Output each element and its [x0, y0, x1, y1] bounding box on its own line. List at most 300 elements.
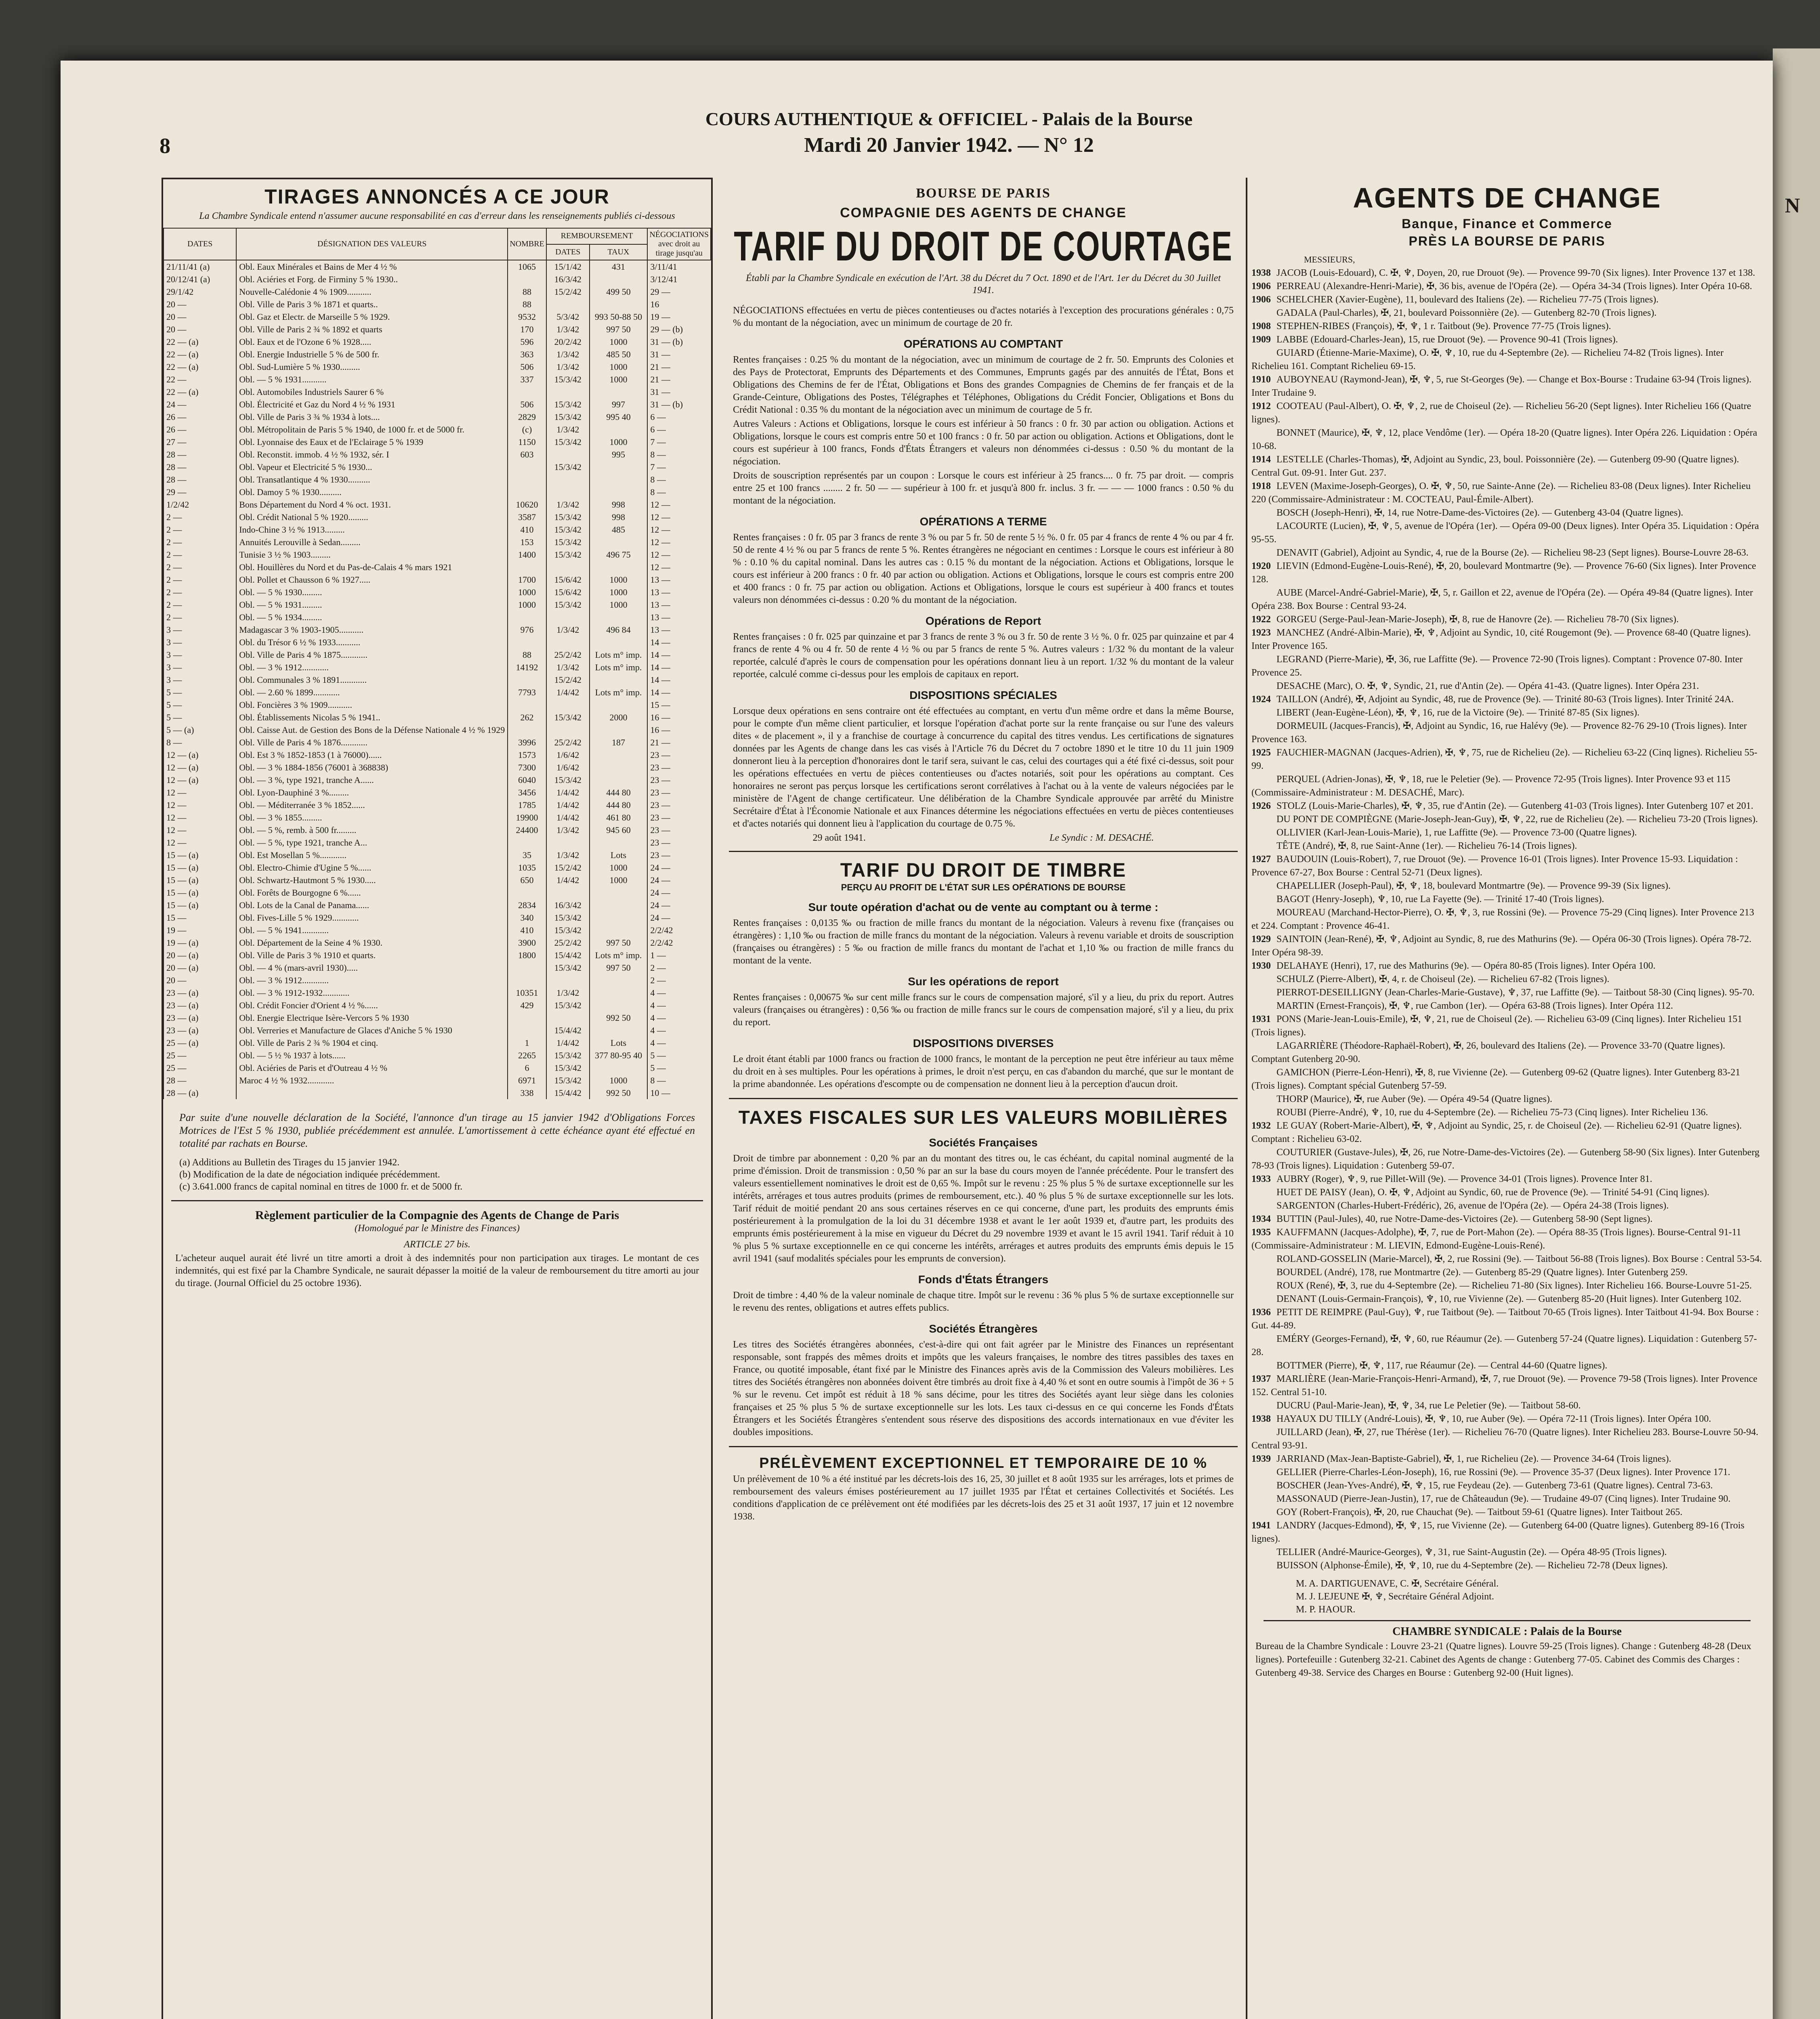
table-cell [590, 724, 648, 736]
agent-entry [1251, 1373, 1763, 1399]
section-comptant: OPÉRATIONS AU COMPTANT [903, 338, 1063, 350]
table-cell: 1/3/42 [546, 423, 590, 436]
agent-year: 1906 [1251, 294, 1271, 305]
table-cell: Madagascar 3 % 1903-1905........... [236, 623, 508, 636]
agent-entry [1251, 840, 1763, 853]
table-cell: Obl. Ville de Paris 2 ¾ % 1892 et quarts [236, 323, 508, 336]
signature-date: 29 août 1941. [812, 833, 866, 843]
agent-details: LIEVIN (Edmond-Eugène-Louis-René), ✠, 20, boulevard Montmartre (9e). — Provence 76-60 (Six lignes). Inter Provence 128. [1251, 561, 1756, 585]
agent-details: GUIARD (Étienne-Marie-Maxime), O. ✠, ♆, 10, rue du 4-Septembre (2e). — Richelieu 74-82 (Trois lignes). Inter Richelieu 161. Comptant Richelieu 69-15. [1251, 348, 1724, 371]
agent-details: LE GUAY (Robert-Marie-Albert), ✠, ♆, Adjoint au Syndic, 25, r. de Choiseul (2e). — Richelieu 62-91 (Quatre lignes). Comptant : Richelieu 63-02. [1251, 1121, 1742, 1144]
table-cell: 21 — [647, 361, 711, 373]
taxes-text-1: Droit de timbre par abonnement : 0,20 % par an du montant des titres ou, le cas échéant, du capital nominal augmenté de la prime d'émission. Droit de transmission : 0,50 % par an sur la base du cours moyen de l'année précédente. Pour le transfert des valeurs essentiellement nominatives le droit est de 0,65 %. Impôt sur le revenu : 25 % plus 5 % de surtaxe exceptionnelle sur les intérêts, arrérages et tous autres produits (primes de remboursement, etc.). 40 % plus 5 % de surtaxe exceptionnelle sur les lots. Tarif réduit de moitié pendant 20 ans sous certaines réserves en ce qui concerne, d'une part, les produits des emprunts émis postérieurement à la promulgation de la loi du 31 décembre 1938 et avant le 1er août 1939 et, d'autre part, les produits des emprunts émis postérieurement à la mise en vigueur du Décret du 29 novembre 1939 et avant le 15 avril 1941. Tarif réduit à 10 % plus 5 % surtaxe exceptionnelle en ce qui concerne les intérêts, arrérages et autres produits des emprunts émis depuis le 15 avril 1941 (sauf modalités spéciales pour les emprunts de conversion). [733, 1153, 1234, 1264]
table-cell: 21 — [647, 373, 711, 386]
table-cell: 12 — [647, 536, 711, 548]
table-cell: Obl. Energie Electrique Isère-Vercors 5 % 1930 [236, 1012, 508, 1024]
reglement-article: ARTICLE 27 bis. [404, 1239, 470, 1250]
table-cell: 23 — [647, 786, 711, 799]
table-cell [508, 273, 546, 285]
table-cell: 998 [590, 498, 648, 511]
reglement-title: Règlement particulier de la Compagnie des Agents de Change de Paris [255, 1209, 619, 1222]
agent-entry [1251, 1119, 1763, 1146]
table-cell: 12 — (a) [164, 761, 236, 774]
table-row [164, 649, 711, 661]
table-cell: 3 — [164, 661, 236, 674]
agent-entry [1251, 1253, 1763, 1266]
agent-details: PETIT DE REIMPRE (Paul-Guy), ♆, rue Taitbout (9e). — Taitbout 70-65 (Trois lignes). Inter Taitbout 41-94. Box Bourse : Gut. 44-89. [1251, 1307, 1759, 1331]
table-cell: 2 — [164, 598, 236, 611]
table-cell: 12 — [164, 811, 236, 824]
agent-entry [1251, 1506, 1763, 1519]
prelevement-title: PRÉLÈVEMENT EXCEPTIONNEL ET TEMPORAIRE DE 10 % [759, 1454, 1207, 1471]
table-cell: 170 [508, 323, 546, 336]
table-cell: 997 50 [590, 961, 648, 974]
table-cell: 992 50 [590, 1012, 648, 1024]
agent-details: ROUBI (Pierre-André), ♆, 10, rue du 4-Septembre (2e). — Richelieu 75-73 (Cinq lignes). Inter Richelieu 136. [1276, 1107, 1708, 1118]
table-cell: 1000 [508, 598, 546, 611]
agent-entry [1251, 560, 1763, 586]
table-cell: 4 — [647, 1012, 711, 1024]
table-cell: 15/3/42 [546, 1062, 590, 1074]
table-cell [590, 999, 648, 1012]
table-cell: Obl. Est Mosellan 5 %............ [236, 849, 508, 861]
table-cell: 12 — [164, 824, 236, 836]
table-row [164, 886, 711, 899]
agent-entry [1251, 653, 1763, 680]
table-cell: 23 — [647, 811, 711, 824]
table-cell: 1 — [647, 949, 711, 961]
table-cell: Obl. Sud-Lumière 5 % 1930......... [236, 361, 508, 373]
table-cell [590, 611, 648, 623]
section-dispositions: DISPOSITIONS SPÉCIALES [909, 689, 1057, 701]
table-row [164, 761, 711, 774]
table-cell: 1573 [508, 749, 546, 761]
agents-list [1247, 267, 1767, 1572]
table-cell: 31 — [647, 386, 711, 398]
agent-details: GAMICHON (Pierre-Léon-Henri), ✠, 8, rue Vivienne (2e). — Gutenberg 09-62 (Quatre lignes). Inter Gutenberg 83-21 (Trois lignes). Comptant spécial Gutenberg 57-59. [1251, 1067, 1740, 1091]
reglement-subtitle: (Homologué par le Ministre des Finances) [354, 1223, 520, 1234]
table-cell [590, 561, 648, 573]
table-cell: 5 — [647, 1049, 711, 1062]
agent-entry [1251, 720, 1763, 746]
secretary-line: M. A. DARTIGUENAVE, C. ✠, Secrétaire Général. [1296, 1578, 1499, 1589]
table-row [164, 1087, 711, 1099]
table-row [164, 949, 711, 961]
agents-messieurs: MESSIEURS, [1304, 254, 1355, 264]
table-cell [590, 1024, 648, 1037]
table-cell: 7 — [647, 461, 711, 473]
table-cell: 15/3/42 [546, 536, 590, 548]
table-cell: 485 50 [590, 348, 648, 361]
table-cell: 993 50-88 50 [590, 311, 648, 323]
page-header-title: COURS AUTHENTIQUE & OFFICIEL - Palais de la Bourse [705, 109, 1193, 129]
table-cell: 12 — (a) [164, 774, 236, 786]
agent-entry [1251, 586, 1763, 613]
table-cell: 15 — (a) [164, 861, 236, 874]
agent-year: 1912 [1251, 401, 1271, 411]
agent-details: AUBE (Marcel-André-Gabriel-Marie), ✠, 5, r. Gaillon et 22, avenue de l'Opéra (2e). — Opéra 49-84 (Quatre lignes). Inter Opéra 238. Box Bourse : Central 93-24. [1251, 588, 1753, 611]
table-cell: 24400 [508, 824, 546, 836]
agent-entry [1251, 746, 1763, 773]
agent-entry [1251, 1266, 1763, 1279]
table-cell: 25 — [164, 1062, 236, 1074]
agent-details: LABBE (Edouard-Charles-Jean), 15, rue Drouot (9e). — Provence 90-41 (Trois lignes). [1276, 334, 1618, 345]
table-cell: 12 — [647, 561, 711, 573]
table-cell: 23 — (a) [164, 1024, 236, 1037]
table-row [164, 1074, 711, 1087]
table-cell [508, 636, 546, 649]
table-cell: Obl. — 3 %, type 1921, tranche A...... [236, 774, 508, 786]
table-cell: 8 — [647, 473, 711, 486]
table-cell: 15/6/42 [546, 573, 590, 586]
table-cell: 14 — [647, 649, 711, 661]
agent-year: 1927 [1251, 854, 1271, 865]
agent-year: 1938 [1251, 268, 1271, 278]
table-row [164, 511, 711, 523]
table-cell: 444 80 [590, 786, 648, 799]
table-cell: 2834 [508, 899, 546, 911]
table-cell: 21 — [647, 736, 711, 749]
table-cell: Obl. — 5 % 1941............ [236, 924, 508, 936]
table-cell: 1/4/42 [546, 786, 590, 799]
agent-entry [1251, 1146, 1763, 1173]
table-cell [546, 724, 590, 736]
agent-year: 1931 [1251, 1014, 1271, 1024]
table-cell [546, 561, 590, 573]
table-cell: 26 — [164, 423, 236, 436]
terme-text: Rentes françaises : 0 fr. 05 par 3 francs de rente 3 % ou par 5 fr. 50 de rente 5 ½ %. 0 fr. 05 par 4 francs de rente 4 % ou par 4 fr. 50 de rente 4 ½ % ou par 5 francs de rente 5 %. Rentes étrangères ne négociant en centimes : Lorsque le cours est inférieur à 80 % : 0.10 % du capital nominal. Dans les autres cas : 0.15 % du montant de la négociation. Actions et Obligations, lorsque le cours est inférieur à 200 francs : 0 fr. 40 par action ou obligation. Actions et Obligations, lorsque le cours est compris entre 200 et 400 francs : 0 fr. 75 par action ou obligation. Actions et Obligations, lorsque le cours est supérieur à 400 francs et toutes valeurs non dénommées ci-dessus : 0.20 % du montant de la négociation. [733, 532, 1234, 605]
table-row [164, 799, 711, 811]
table-cell: Obl. Ville de Paris 3 % 1871 et quarts.. [236, 298, 508, 311]
table-cell: Obl. Crédit National 5 % 1920......... [236, 511, 508, 523]
table-row [164, 749, 711, 761]
table-cell: 15/3/42 [546, 1074, 590, 1087]
table-row [164, 336, 711, 348]
table-cell: 12 — [164, 836, 236, 849]
table-cell: 5 — [164, 699, 236, 711]
agent-entry [1251, 267, 1763, 280]
table-cell: 25 — [164, 1049, 236, 1062]
agent-year: 1906 [1251, 281, 1271, 292]
col-nombre: NOMBRE [508, 228, 546, 260]
agent-entry [1251, 1213, 1763, 1226]
agent-entry [1251, 1106, 1763, 1119]
table-cell: 410 [508, 924, 546, 936]
table-row [164, 1062, 711, 1074]
agent-details: MANCHEZ (André-Albin-Marie), ✠, ♆, Adjoint au Syndic, 10, cité Rougemont (9e). — Provence 68-40 (Quatre lignes). Inter Provence 165. [1251, 628, 1751, 651]
table-cell [546, 386, 590, 398]
agent-details: EMÉRY (Georges-Fernand), ✠, ♆, 60, rue Réaumur (2e). — Gutenberg 57-24 (Quatre lignes). Liquidation : Gutenberg 57-28. [1251, 1334, 1757, 1358]
table-cell: 4 — [647, 1037, 711, 1049]
table-cell: 496 75 [590, 548, 648, 561]
negociations-text: NÉGOCIATIONS effectuées en vertu de pièces contentieuses ou d'actes notariés à l'exception des procurations générales : 0,75 % du montant de la négociation, avec un minimum de courtage de 20 fr. [733, 305, 1234, 328]
agent-entry [1251, 906, 1763, 933]
agent-details: LIBERT (Jean-Eugène-Léon), ✠, ♆, 16, rue de la Victoire (9e). — Trinité 87-85 (Six lignes). [1276, 707, 1639, 718]
diverses-text: Le droit étant établi par 1000 francs ou fraction de 1000 francs, le montant de la perception ne peut être inférieur au taux même du droit en à ses multiples. Pour les opérations à primes, le droit n'est perçu, en cas d'abandon du marché, que sur le montant de la prime abandonnée. Les opérations d'escompte ou de compensation ne donnent lieu à la perception d'aucun droit. [733, 1054, 1234, 1089]
agent-entry [1251, 773, 1763, 800]
table-cell: 15/4/42 [546, 949, 590, 961]
agent-details: DENANT (Louis-Germain-François), ♆, 10, rue Vivienne (2e). — Gutenberg 85-20 (Huit lignes). Inter Gutenberg 102. [1276, 1294, 1742, 1304]
table-cell: Obl. — Méditerranée 3 % 1852...... [236, 799, 508, 811]
table-cell: 2 — [164, 611, 236, 623]
chambre-title: CHAMBRE SYNDICALE : Palais de la Bourse [1392, 1625, 1622, 1638]
chambre-text: Bureau de la Chambre Syndicale : Louvre 23-21 (Quatre lignes). Louvre 59-25 (Trois lignes). Change : Gutenberg 48-28 (Deux lignes). Portefeuille : Gutenberg 32-21. Cabinet des Agents de change : Gutenberg 77-05. Cabinet des Commis des Charges : Gutenberg 49-38. Service des Charges en Bourse : Gutenberg 92-00 (Huit lignes). [1255, 1641, 1751, 1678]
agent-details: DUCRU (Paul-Marie-Jean), ✠, ♆, 34, rue Le Peletier (9e). — Taitbout 58-60. [1276, 1400, 1581, 1411]
table-row [164, 899, 711, 911]
table-cell [590, 749, 648, 761]
table-cell: 19 — [164, 924, 236, 936]
table-row [164, 924, 711, 936]
agent-year: 1929 [1251, 934, 1271, 944]
table-cell: 7300 [508, 761, 546, 774]
table-cell: 2/2/42 [647, 936, 711, 949]
col-remboursement: REMBOURSEMENT [546, 228, 648, 244]
table-cell: 13 — [647, 586, 711, 598]
reglement-text: L'acheteur auquel aurait été livré un titre amorti a droit à des indemnités pour non participation aux tirages. Le montant de ces indemnités, qui est fixé par la Chambre Syndicale, ne saurait dépasser la moitié de la valeur de remboursement du titre amorti au jour du tirage. (Journal Officiel du 25 octobre 1936). [175, 1253, 699, 1289]
table-cell: 16 — [647, 724, 711, 736]
table-cell: 15/4/42 [546, 1087, 590, 1099]
agent-year: 1924 [1251, 694, 1271, 705]
table-row [164, 824, 711, 836]
agent-details: AUBOYNEAU (Raymond-Jean), ✠, ♆, 5, rue St-Georges (9e). — Change et Box-Bourse : Trudaine 63-94 (Trois lignes). Inter Trudaine 9. [1251, 374, 1752, 398]
table-cell: 23 — [647, 836, 711, 849]
table-cell: 14 — [647, 661, 711, 674]
table-row [164, 285, 711, 298]
table-row [164, 986, 711, 999]
table-cell [546, 1012, 590, 1024]
table-cell: Obl. — 5 % 1931......... [236, 598, 508, 611]
taxes-title: TAXES FISCALES SUR LES VALEURS MOBILIÈRES [738, 1107, 1228, 1128]
table-cell [590, 298, 648, 311]
table-cell: 15 — [164, 911, 236, 924]
agent-entry [1251, 1333, 1763, 1359]
table-cell: 15/3/42 [546, 999, 590, 1012]
table-cell: Obl. Aciéries de Paris et d'Outreau 4 ½ % [236, 1062, 508, 1074]
table-cell: 444 80 [590, 799, 648, 811]
tarif-timbre-subtitle: PERÇU AU PROFIT DE L'ÉTAT SUR LES OPÉRATIONS DE BOURSE [841, 882, 1126, 892]
table-cell: Annuités Lerouville à Sedan......... [236, 536, 508, 548]
table-cell: 23 — (a) [164, 999, 236, 1012]
agent-details: DU PONT DE COMPIÈGNE (Marie-Joseph-Jean-Guy), ✠, ♆, 22, rue de Richelieu (2e). — Richelieu 73-20 (Trois lignes). [1276, 814, 1758, 825]
signature-syndic: Le Syndic : M. DESACHÉ. [1049, 833, 1154, 843]
table-cell: 5/3/42 [546, 311, 590, 323]
table-cell: 1/3/42 [546, 323, 590, 336]
table-cell: 25 — (a) [164, 1037, 236, 1049]
tirages-table [163, 228, 711, 1099]
table-cell: 26 — [164, 411, 236, 423]
table-cell: Obl. — 3 % 1912............ [236, 661, 508, 674]
table-cell: 15/3/42 [546, 436, 590, 448]
table-cell: Obl. du Trésor 6 ½ % 1933........... [236, 636, 508, 649]
table-cell [508, 1012, 546, 1024]
agent-year: 1925 [1251, 747, 1271, 758]
table-cell: 2000 [590, 711, 648, 724]
table-cell: 998 [590, 511, 648, 523]
table-cell: 2 — [164, 573, 236, 586]
table-row [164, 498, 711, 511]
agent-entry [1251, 813, 1763, 826]
table-cell: Obl. Eaux et de l'Ozone 6 % 1928..... [236, 336, 508, 348]
table-cell: 1000 [590, 1074, 648, 1087]
col-remb-dates: DATES [546, 244, 590, 260]
table-cell [508, 461, 546, 473]
table-cell: Lots m° imp. [590, 686, 648, 699]
table-cell [508, 486, 546, 498]
table-cell: 29/1/42 [164, 285, 236, 298]
tirages-subtitle: La Chambre Syndicale entend n'assumer aucune responsabilité en cas d'erreur dans les renseignements publiés ci-dessous [199, 211, 675, 221]
agent-entry [1251, 400, 1763, 426]
table-cell: 15/3/42 [546, 511, 590, 523]
table-cell: 338 [508, 1087, 546, 1099]
table-row [164, 661, 711, 674]
table-cell: 25/2/42 [546, 936, 590, 949]
table-row [164, 999, 711, 1012]
table-cell: 15/3/42 [546, 1049, 590, 1062]
tarif-courtage-title: TARIF DU DROIT DE COURTAGE [734, 223, 1233, 270]
agent-details: MOUREAU (Marchand-Hector-Pierre), O. ✠, ♆, 3, rue Rossini (9e). — Provence 75-29 (Cinq lignes). Inter Provence 213 et 224. Comptant : Provence 46-41. [1251, 907, 1754, 931]
col-negociations: NÉGOCIATIONS avec droit au tirage jusqu'au [647, 228, 711, 260]
agent-year: 1936 [1251, 1307, 1271, 1318]
table-cell: 15 — [647, 699, 711, 711]
table-cell: 15/3/42 [546, 711, 590, 724]
table-cell: 8 — [647, 486, 711, 498]
table-cell [546, 298, 590, 311]
table-cell [590, 911, 648, 924]
table-cell: 13 — [647, 573, 711, 586]
table-cell: 1000 [590, 336, 648, 348]
table-row [164, 461, 711, 473]
table-cell: 20/12/41 (a) [164, 273, 236, 285]
table-cell: 31 — [647, 348, 711, 361]
table-cell [590, 699, 648, 711]
table-cell: 485 [590, 523, 648, 536]
table-cell: 1800 [508, 949, 546, 961]
table-cell: 15/1/42 [546, 260, 590, 273]
table-cell: 28 — [164, 1074, 236, 1087]
table-cell [590, 674, 648, 686]
table-row [164, 273, 711, 285]
table-cell: 16/3/42 [546, 899, 590, 911]
agent-details: COUTURIER (Gustave-Jules), ✠, 26, rue Notre-Dame-des-Victoires (2e). — Gutenberg 58-90 (Six lignes). Inter Gutenberg 78-93 (Trois lignes). Liquidation : Gutenberg 59-07. [1251, 1147, 1760, 1171]
table-row [164, 473, 711, 486]
agent-year: 1933 [1251, 1174, 1271, 1184]
table-cell: 15 — (a) [164, 874, 236, 886]
table-cell: 3996 [508, 736, 546, 749]
agent-year: 1922 [1251, 614, 1271, 625]
table-row [164, 711, 711, 724]
table-cell: 22 — (a) [164, 336, 236, 348]
table-cell: 15/3/42 [546, 911, 590, 924]
table-row [164, 573, 711, 586]
table-cell: Obl. Damoy 5 % 1930.......... [236, 486, 508, 498]
agent-entry [1251, 280, 1763, 293]
agent-entry [1251, 1186, 1763, 1199]
table-cell: 5 — [164, 711, 236, 724]
table-cell: 28 — [164, 448, 236, 461]
agent-year: 1908 [1251, 321, 1271, 332]
table-cell [590, 636, 648, 649]
table-cell: 10 — [647, 1087, 711, 1099]
table-cell: 22 — (a) [164, 386, 236, 398]
table-cell: 1065 [508, 260, 546, 273]
table-cell: 2 — [164, 548, 236, 561]
table-cell: Obl. Crédit Foncier d'Orient 4 ½ %...... [236, 999, 508, 1012]
table-cell: Obl. Eaux Minérales et Bains de Mer 4 ½ % [236, 260, 508, 273]
agent-details: GELLIER (Pierre-Charles-Léon-Joseph), 16, rue Rossini (9e). — Provence 35-37 (Deux lignes). Inter Provence 171. [1276, 1467, 1730, 1478]
table-cell: 21/11/41 (a) [164, 260, 236, 273]
table-cell: 3587 [508, 511, 546, 523]
table-row [164, 536, 711, 548]
taxes-text-2: Droit de timbre : 4,40 % de la valeur nominale de chaque titre. Impôt sur le revenu : 36 % plus 5 % de surtaxe exceptionnelle sur le revenu des rentes, obligations et autres effets publics. [733, 1290, 1234, 1313]
table-cell: 1/3/42 [546, 623, 590, 636]
agent-entry [1251, 506, 1763, 520]
agent-entry [1251, 959, 1763, 973]
table-cell: 2 — [164, 523, 236, 536]
table-cell: 1/3/42 [546, 661, 590, 674]
table-row [164, 961, 711, 974]
table-cell: 992 50 [590, 1087, 648, 1099]
table-cell: 8 — [647, 448, 711, 461]
table-row [164, 636, 711, 649]
table-cell: Obl. Automobiles Industriels Saurer 6 % [236, 386, 508, 398]
table-cell: 12 — [647, 498, 711, 511]
table-row [164, 311, 711, 323]
table-cell: 6040 [508, 774, 546, 786]
table-row [164, 674, 711, 686]
table-cell: 20/2/42 [546, 336, 590, 348]
section-etats-etrangers: Fonds d'États Étrangers [918, 1273, 1049, 1286]
table-cell: 1/4/42 [546, 686, 590, 699]
table-cell: 16 — [647, 711, 711, 724]
table-cell: 15/3/42 [546, 548, 590, 561]
adjacent-page-letter: N [1785, 194, 1800, 217]
table-cell: 15/3/42 [546, 961, 590, 974]
table-cell: Nouvelle-Calédonie 4 % 1909........... [236, 285, 508, 298]
table-cell: 1/2/42 [164, 498, 236, 511]
table-cell: 22 — (a) [164, 348, 236, 361]
table-cell: Lots [590, 1037, 648, 1049]
section-timbre-report: Sur les opérations de report [908, 975, 1059, 988]
table-cell: 4 — [647, 986, 711, 999]
table-row [164, 699, 711, 711]
table-cell: (c) [508, 423, 546, 436]
agent-entry [1251, 1466, 1763, 1479]
table-cell: 6 — [647, 411, 711, 423]
agent-year: 1935 [1251, 1227, 1271, 1238]
agent-entry [1251, 1492, 1763, 1506]
table-cell: 20 — (a) [164, 961, 236, 974]
agent-year: 1930 [1251, 961, 1271, 971]
table-cell: 15/2/42 [546, 674, 590, 686]
table-cell: 431 [590, 260, 648, 273]
table-cell: Obl. — 3 % 1912............ [236, 974, 508, 986]
table-cell: 1/4/42 [546, 874, 590, 886]
table-cell: 410 [508, 523, 546, 536]
tirages-column [162, 178, 713, 2019]
agent-year: 1934 [1251, 1214, 1271, 1224]
agent-entry [1251, 973, 1763, 986]
timbre-text-1: Rentes françaises : 0,0135 ‰ ou fraction de mille francs du montant de la négociation. Valeurs à revenu fixe (françaises ou étrangères) : 1,10 ‰ ou fraction de mille francs du montant de la négociation. Valeurs à revenu variable et droits de souscription (françaises ou étrangères) : 5 ‰ ou fraction de mille francs du montant de l'achat et 1,10 ‰ ou fraction de mille francs du montant de la vente. [733, 918, 1234, 966]
table-cell: 1000 [590, 861, 648, 874]
table-cell: 650 [508, 874, 546, 886]
table-cell: 20 — [164, 311, 236, 323]
table-cell: Obl. — 5 % 1934......... [236, 611, 508, 623]
table-cell [590, 924, 648, 936]
table-cell: 3456 [508, 786, 546, 799]
agent-entry [1251, 1199, 1763, 1213]
agent-details: MARTIN (Ernest-François), ✠, ♆, rue Cambon (1er). — Opéra 63-88 (Trois lignes). Inter Opéra 112. [1276, 1001, 1673, 1011]
section-societes-etrangeres: Sociétés Étrangères [929, 1322, 1038, 1335]
